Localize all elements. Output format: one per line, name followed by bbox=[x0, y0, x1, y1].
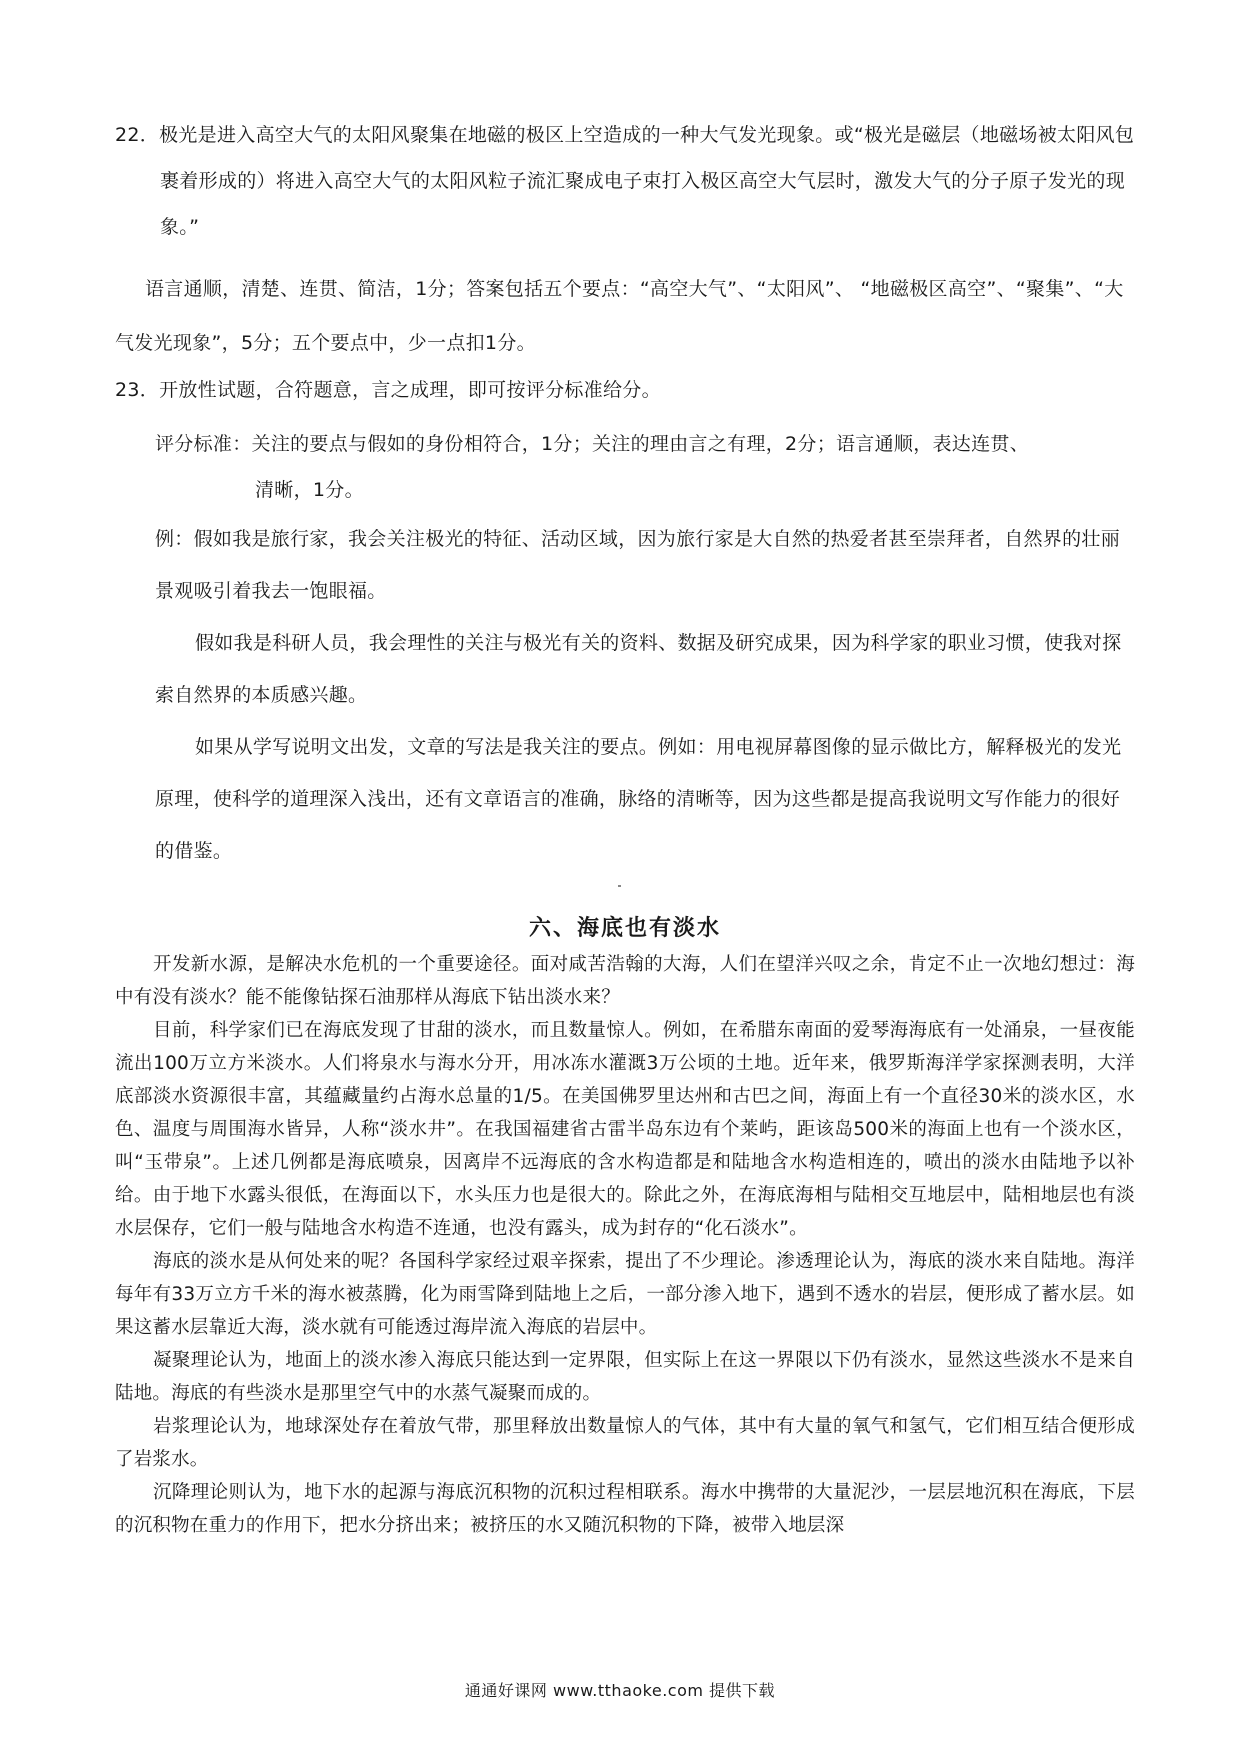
answer-22-text bbox=[115, 112, 1135, 250]
question-number: 22． bbox=[115, 124, 160, 146]
answer-22 bbox=[115, 112, 1135, 370]
article-paragraph: 岩浆理论认为，地球深处存在着放气带，那里释放出数量惊人的气体，其中有大量的氧气和氢气，它们相互结合便形成了岩浆水。 bbox=[115, 1416, 1135, 1470]
article-title: 六、海底也有淡水 bbox=[528, 916, 721, 941]
article-paragraph: 海底的淡水是从何处来的呢？各国科学家经过艰辛探索，提出了不少理论。渗透理论认为，海底的淡水来自陆地。海洋每年有33万立方千米的海水被蒸腾，化为雨雪降到陆地上之后，一部分渗入地下，遇到不透水的岩层，便形成了蓄水层。如果这蓄水层靠近大海，淡水就有可能透过海岸流入海底的岩层中。 bbox=[115, 1251, 1135, 1338]
page-footer: 通通好课网 www.tthaoke.com 提供下载 bbox=[464, 1681, 776, 1700]
criteria-text: 关注的要点与假如的身份相符合，1分；关注的理由言之有理，2分；语言通顺，表达连贯、 bbox=[251, 433, 1029, 455]
article-paragraph: 目前，科学家们已在海底发现了甘甜的淡水，而且数量惊人。例如，在希腊东南面的爱琴海海底有一处涌泉，一昼夜能流出100万立方米淡水。人们将泉水与海水分开，用冰冻水灌溉3万公顷的土地。近年来，俄罗斯海洋学家探测表明，大洋底部淡水资源很丰富，其蕴藏量约占海水总量的1/5。在美国佛罗里达州和古巴之间，海面上有一个直径30米的淡水区，水色、温度与周围海水皆异，人称“淡水井”。在我国福建省古雷半岛东边有个莱屿，距该岛500米的海面上也有一个淡水区，叫“玉带泉”。上述几例都是海底喷泉，因离岸不远海底的含水构造都是和陆地含水构造相连的，喷出的淡水由陆地予以补给。由于地下水露头很低，在海面以下，水头压力也是很大的。除此之外，在海底海相与陆相交互地层中，陆相地层也有淡水层保存，它们一般与陆地含水构造不连通，也没有露头，成为封存的“化石淡水”。 bbox=[115, 1020, 1135, 1239]
answer-23 bbox=[115, 372, 1135, 877]
example-2: 假如我是科研人员，我会理性的关注与极光有关的资料、数据及研究成果，因为科学家的职业习惯，使我对探索自然界的本质感兴趣。 bbox=[155, 632, 1122, 706]
grading-criteria bbox=[115, 421, 1135, 513]
criteria-label: 评分标准： bbox=[155, 433, 252, 455]
answer-text: 极光是进入高空大气的太阳风聚集在地磁的极区上空造成的一种大气发光现象。或“极光是磁层（地磁场被太阳风包裹着形成的）将进入高空大气的太阳风粒子流汇聚成电子束打入极区高空大气层时，激发大气的分子原子发光的现象。” bbox=[159, 124, 1135, 238]
answer-text: 开放性试题，合符题意，言之成理，即可按评分标准给分。 bbox=[159, 379, 661, 401]
example-1 bbox=[115, 513, 1135, 617]
example-label: 例： bbox=[155, 528, 194, 550]
criteria-text-cont: 清晰，1分。 bbox=[255, 479, 364, 501]
example-3: 如果从学写说明文出发，文章的写法是我关注的要点。例如：用电视屏幕图像的显示做比方，解释极光的发光原理，使科学的道理深入浅出，还有文章语言的准确，脉络的清晰等，因为这些都是提高我说明文写作能力的很好的借鉴。 bbox=[155, 736, 1122, 862]
article-paragraph: 凝聚理论认为，地面上的淡水渗入海底只能达到一定界限，但实际上在这一界限以下仍有淡水，显然这些淡水不是来自陆地。海底的有些淡水是那里空气中的水蒸气凝聚而成的。 bbox=[115, 1350, 1135, 1404]
reading-article bbox=[115, 912, 1135, 1542]
grading-note: 语言通顺，清楚、连贯、简洁，1分；答案包括五个要点：“高空大气”、“太阳风”、 “地磁极区高空”、“聚集”、“大气发光现象”，5分；五个要点中，少一点扣1分。 bbox=[115, 278, 1124, 354]
article-paragraph: 沉降理论则认为，地下水的起源与海底沉积物的沉积过程相联系。海水中携带的大量泥沙，一层层地沉积在海底，下层的沉积物在重力的作用下，把水分挤出来；被挤压的水又随沉积物的下降，被带入地层深 bbox=[115, 1482, 1135, 1536]
answer-23-head bbox=[115, 372, 1135, 409]
question-number: 23． bbox=[115, 379, 160, 401]
example-text: 假如我是旅行家，我会关注极光的特征、活动区域，因为旅行家是大自然的热爱者甚至崇拜者，自然界的壮丽景观吸引着我去一饱眼福。 bbox=[155, 528, 1121, 602]
stray-dot bbox=[618, 885, 621, 887]
article-paragraph: 开发新水源，是解决水危机的一个重要途径。面对咸苦浩翰的大海，人们在望洋兴叹之余，肯定不止一次地幻想过：海中有没有淡水？能不能像钻探石油那样从海底下钻出淡水来？ bbox=[115, 954, 1135, 1008]
